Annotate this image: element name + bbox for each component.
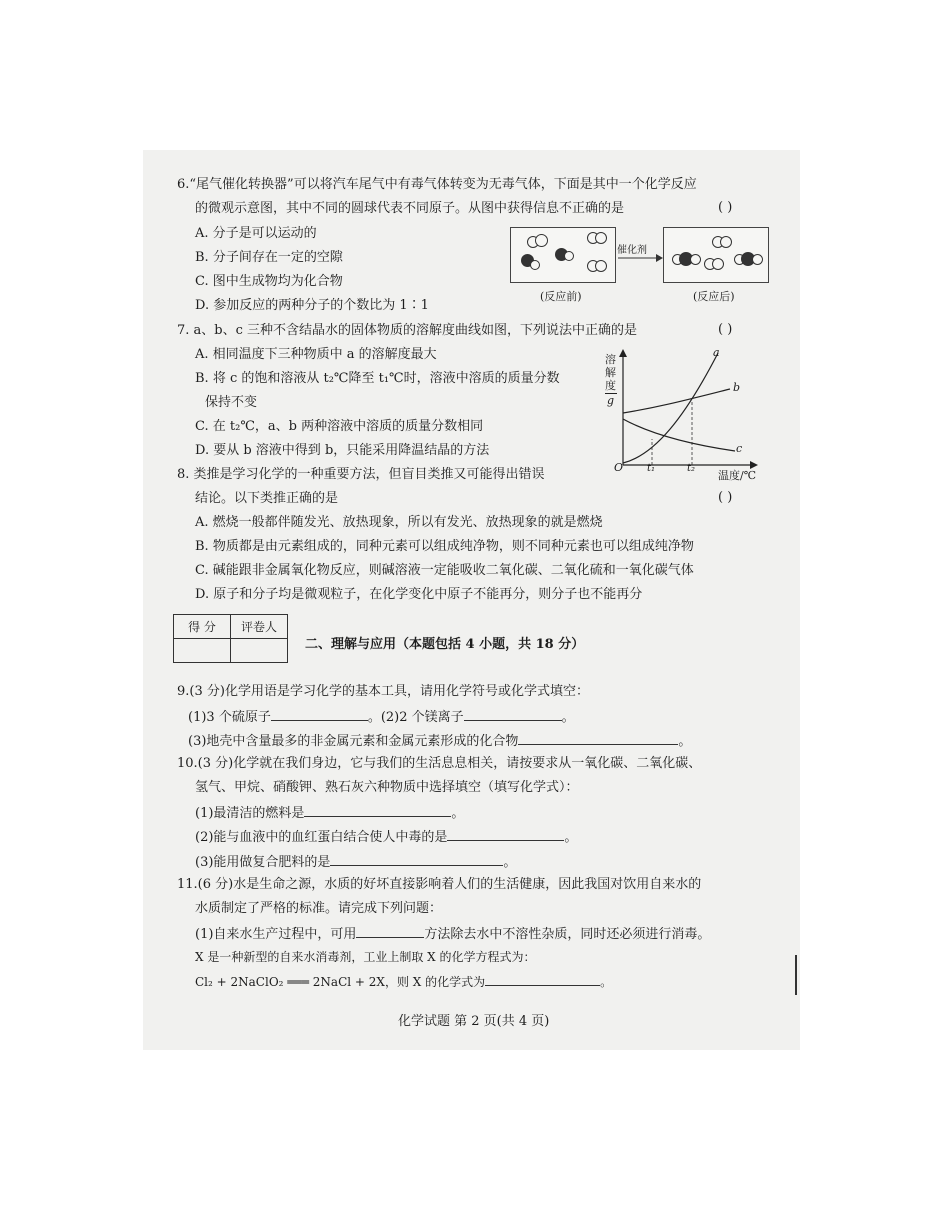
compound-fertilizer-blank[interactable]	[330, 852, 503, 866]
q7-answer-paren: ( )	[718, 322, 733, 337]
section-title: 二、理解与应用（本题包括 4 小题，共 18 分）	[305, 637, 585, 652]
q6-option-a: A. 分子是可以运动的	[195, 226, 317, 241]
q7-option-b-line1: B. 将 c 的饱和溶液从 t₂℃降至 t₁℃时，溶液中溶质的质量分数	[195, 371, 560, 386]
before-caption: (反应前)	[540, 290, 582, 303]
toxic-gas-blank[interactable]	[447, 827, 564, 841]
q6-answer-paren: ( )	[718, 200, 733, 215]
y-label-3: 度	[605, 379, 616, 392]
page-footer: 化学试题 第 2 页(共 4 页)	[398, 1014, 550, 1029]
q7-option-b-line2: 保持不变	[205, 395, 258, 410]
score-cell[interactable]	[174, 639, 231, 663]
q10-line-1: (1)最清洁的燃料是 。	[195, 803, 464, 823]
q8-stem-line2: 结论。以下类推正确的是	[195, 491, 339, 506]
magnesium-ions-blank[interactable]	[464, 707, 562, 721]
grader-header: 评卷人	[231, 615, 288, 639]
q9-line-3: (3)地壳中含量最多的非金属元素和金属元素形成的化合物 。	[188, 731, 691, 751]
curve-c-label: c	[736, 442, 743, 455]
sulfur-atoms-blank[interactable]	[271, 707, 368, 721]
q7-option-d: D. 要从 b 溶液中得到 b，只能采用降温结晶的方法	[195, 443, 490, 458]
compound-blank[interactable]	[518, 731, 678, 745]
score-table	[173, 614, 288, 663]
q8-stem-line1: 8. 类推是学习化学的一种重要方法，但盲目类推又可能得出错误	[177, 467, 545, 482]
q8-option-b: B. 物质都是由元素组成的，同种元素可以组成纯净物，则不同种元素也可以组成纯净物	[195, 539, 694, 554]
q11-stem-line2: 水质制定了严格的标准。请完成下列问题：	[195, 901, 443, 916]
q10-stem-line2: 氢气、甲烷、硝酸钾、熟石灰六种物质中选择填空（填写化学式）：	[195, 780, 579, 795]
q10-line-3: (3)能用做复合肥料的是 。	[195, 852, 516, 872]
q7-option-a: A. 相同温度下三种物质中 a 的溶解度最大	[195, 347, 437, 362]
q6-option-c: C. 图中生成物均为化合物	[195, 274, 343, 289]
q8-option-a: A. 燃烧一般都伴随发光、放热现象，所以有发光、放热现象的就是燃烧	[195, 515, 603, 530]
q10-line-2: (2)能与血液中的血红蛋白结合使人中毒的是 。	[195, 827, 577, 847]
q8-option-d: D. 原子和分子均是微观粒子，在化学变化中原子不能再分，则分子也不能再分	[195, 587, 643, 602]
curve-b-label: b	[733, 381, 741, 394]
q6-option-d: D. 参加反应的两种分子的个数比为 1∶1	[195, 298, 429, 313]
before-box	[510, 227, 616, 283]
after-box	[663, 227, 769, 283]
q11-line-1: (1)自来水生产过程中，可用 方法除去水中不溶性杂质，同时还必须进行消毒。	[195, 924, 710, 944]
q10-stem-line1: 10.(3 分)化学就在我们身边，它与我们的生活息息相关，请按要求从一氧化碳、二氧化碳、	[177, 756, 702, 771]
after-caption: (反应后)	[693, 290, 735, 303]
origin-label: O	[614, 461, 624, 474]
q11-stem-line1: 11.(6 分)水是生命之源，水质的好坏直接影响着人们的生活健康，因此我国对饮用自来水的	[177, 877, 702, 892]
curve-b	[623, 389, 730, 413]
curve-a	[623, 353, 718, 463]
curve-c	[623, 419, 735, 451]
q9-line-1: (1)3 个硫原子 。(2)2 个镁离子 。	[188, 707, 575, 727]
q11-line-2: X 是一种新型的自来水消毒剂，工业上制取 X 的化学方程式为：	[195, 950, 536, 964]
x-axis-label: 温度/℃	[718, 469, 757, 482]
cleanest-fuel-blank[interactable]	[304, 803, 451, 817]
score-header: 得 分	[174, 615, 231, 639]
q6-stem-line2: 的微观示意图，其中不同的圆球代表不同原子。从图中获得信息不正确的是	[195, 201, 625, 216]
x-formula-blank[interactable]	[485, 972, 600, 986]
y-unit: g	[607, 394, 615, 407]
margin-mark	[795, 955, 797, 995]
q9-stem: 9.(3 分)化学用语是学习化学的基本工具，请用化学符号或化学式填空：	[177, 684, 589, 699]
curve-a-label: a	[713, 346, 720, 359]
q7-stem: 7. a、b、c 三种不含结晶水的固体物质的溶解度曲线如图，下列说法中正确的是	[177, 323, 638, 338]
q8-answer-paren: ( )	[718, 490, 733, 505]
q11-line-3: Cl₂ + 2NaClO₂ ═══ 2NaCl + 2X，则 X 的化学式为 。	[195, 972, 612, 991]
q8-option-c: C. 碱能跟非金属氧化物反应，则碱溶液一定能吸收二氧化碳、二氧化硫和一氧化碳气体	[195, 563, 694, 578]
tick-t1: t₁	[647, 463, 656, 474]
q7-option-c: C. 在 t₂℃，a、b 两种溶液中溶质的质量分数相同	[195, 419, 484, 434]
tick-t2: t₂	[687, 463, 696, 474]
grader-cell[interactable]	[231, 639, 288, 663]
y-label-1: 溶	[605, 353, 616, 366]
catalyst-label: 催化剂	[617, 245, 647, 256]
q6-option-b: B. 分子间存在一定的空隙	[195, 250, 343, 265]
filtration-method-blank[interactable]	[356, 924, 424, 938]
y-label-2: 解	[605, 366, 616, 379]
q6-stem-line1: 6.“尾气催化转换器”可以将汽车尾气中有毒气体转变为无毒气体，下面是其中一个化学反应	[177, 177, 697, 192]
